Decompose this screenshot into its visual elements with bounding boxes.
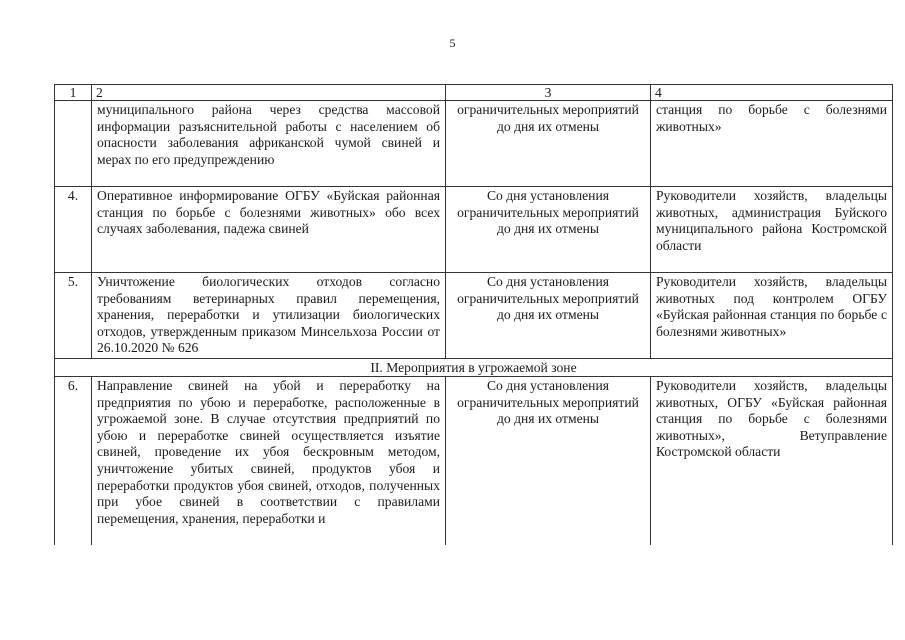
row-responsible: Руководители хозяйств, владельцы животных под контролем ОГБУ «Буйская районная станция по борьбе с болезнями животных» xyxy=(651,273,893,359)
row-action: Оперативное информирование ОГБУ «Буйская районная станция по борьбе с болезнями животных» обо всех случаях заболевания, падежа свиней xyxy=(92,187,446,273)
section-heading-row xyxy=(55,359,893,377)
row-timing: Со дня установления ограничительных мероприятий до дня их отмены xyxy=(446,377,651,546)
row-number: 4. xyxy=(55,187,92,273)
row-responsible: Руководители хозяйств, владельцы животных, ОГБУ «Буйская районная станция по борьбе с болезнями животных», Ветуправление Костромской области xyxy=(651,377,893,546)
page-number: 5 xyxy=(449,36,456,50)
row-number xyxy=(55,101,92,187)
header-col-3: 3 xyxy=(446,85,651,101)
row-number: 5. xyxy=(55,273,92,359)
row-timing: Со дня установления ограничительных мероприятий до дня их отмены xyxy=(446,273,651,359)
measures-table xyxy=(54,84,893,545)
table-row xyxy=(55,377,893,546)
row-action: муниципального района через средства массовой информации разъяснительной работы с населением об опасности заболевания африканской чумой свиней и мерах по его предупреждению xyxy=(92,101,446,187)
header-col-2: 2 xyxy=(92,85,446,101)
row-responsible: Руководители хозяйств, владельцы животных, администрация Буйского муниципального района Костромской области xyxy=(651,187,893,273)
row-action: Направление свиней на убой и переработку на предприятия по убою и переработке, расположенные в угрожаемой зоне. В случае отсутствия предприятий по убою и переработке свиней осуществляется изъятие свиней, проведение их убоя бескровным методом, уничтожение убитых свиней, продуктов убоя и переработки продуктов убоя свиней, отходов, полученных при убое свиней в соответствии с правилами перемещения, хранения, переработки и xyxy=(92,377,446,546)
table-row xyxy=(55,101,893,187)
row-responsible: станция по борьбе с болезнями животных» xyxy=(651,101,893,187)
row-action: Уничтожение биологических отходов согласно требованиям ветеринарных правил перемещения, хранения, переработки и утилизации биологических отходов, утвержденным приказом Минсельхоза России от 26.10.2020 № 626 xyxy=(92,273,446,359)
table-row xyxy=(55,273,893,359)
section-title: II. Мероприятия в угрожаемой зоне xyxy=(55,359,893,377)
table-row xyxy=(55,187,893,273)
row-number: 6. xyxy=(55,377,92,546)
table-header-row xyxy=(55,85,893,101)
row-timing: ограничительных мероприятий до дня их отмены xyxy=(446,101,651,187)
header-col-1: 1 xyxy=(55,85,92,101)
row-timing: Со дня установления ограничительных мероприятий до дня их отмены xyxy=(446,187,651,273)
header-col-4: 4 xyxy=(651,85,893,101)
